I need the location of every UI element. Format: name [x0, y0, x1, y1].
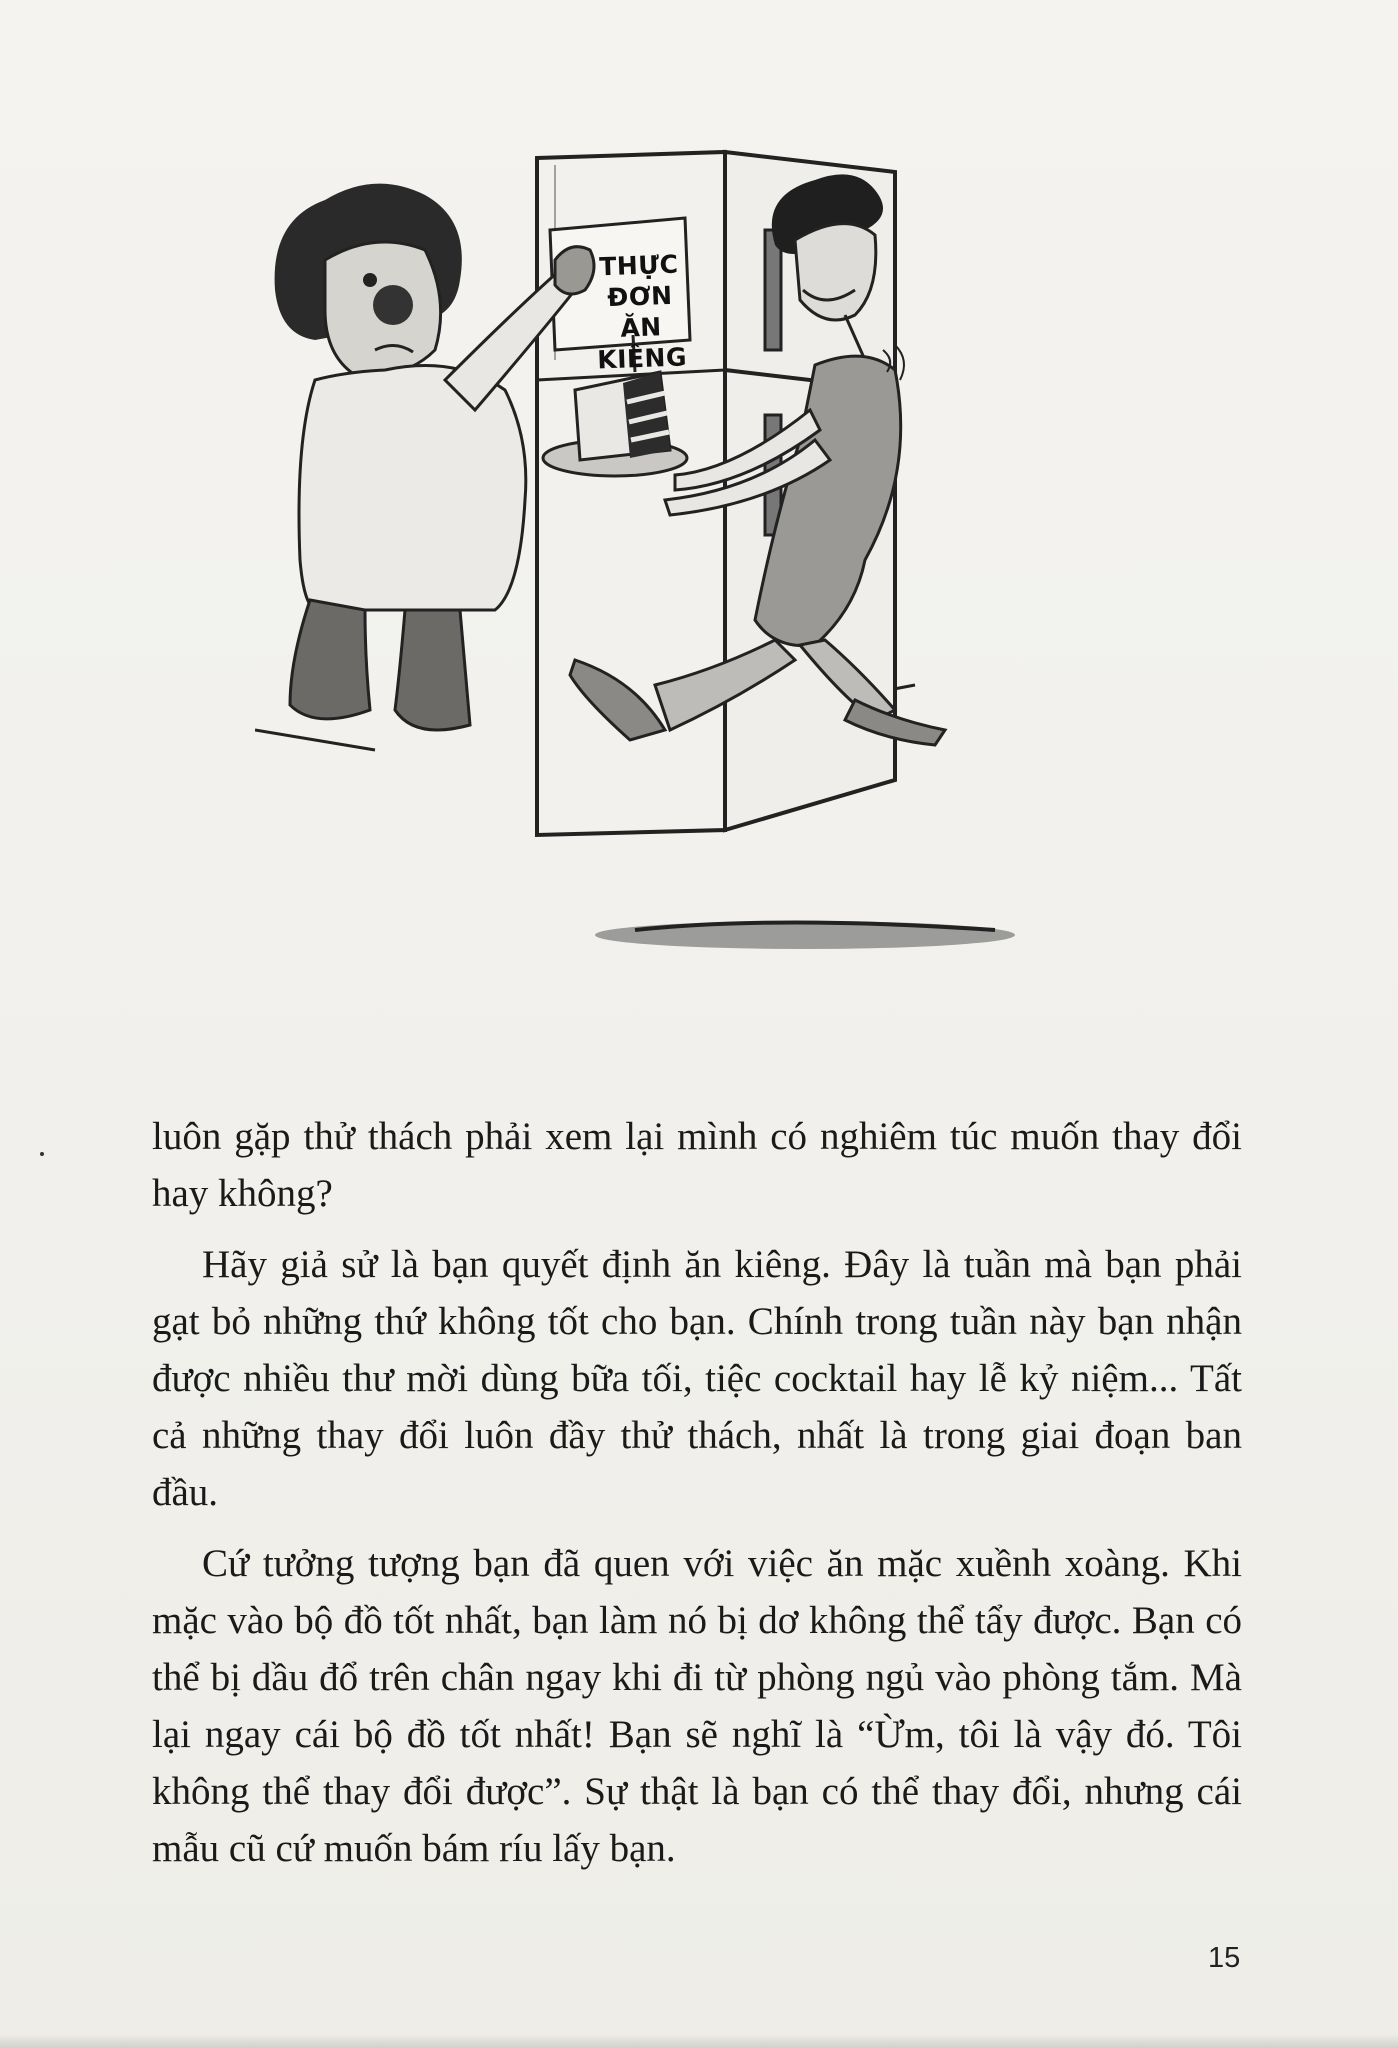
page-number: 15 [1208, 1942, 1241, 1974]
sign-line-1: THỰC ĐƠN [598, 249, 679, 313]
sign-line-3: KIÊNG [596, 342, 688, 375]
body-text [152, 1108, 1242, 1877]
paragraph-continuation: luôn gặp thử thách phải xem lại mình có nghiêm túc muốn thay đổi hay không? [152, 1115, 1242, 1215]
diet-menu-sign [566, 248, 715, 377]
stray-ink-dot [40, 1152, 44, 1156]
page-bottom-edge [0, 2034, 1398, 2048]
paragraph: Cứ tưởng tượng bạn đã quen với việc ăn mặc xuềnh xoàng. Khi mặc vào bộ đồ tốt nhất, bạn làm nó bị dơ không thể tẩy được. Bạn có thể bị dầu đổ trên chân ngay khi đi từ phòng ngủ vào phòng tắm. Mà lại ngay cái bộ đồ tốt nhất! Bạn sẽ nghĩ là “Ừm, tôi là vậy đó. Tôi không thể thay đổi được”. Sự thật là bạn có thể thay đổi, nhưng cái mẫu cũ cứ muốn bám ríu lấy bạn. [152, 1542, 1242, 1870]
sign-line-2: ĂN [619, 312, 663, 343]
paragraph: Hãy giả sử là bạn quyết định ăn kiêng. Đây là tuần mà bạn phải gạt bỏ những thứ không tốt cho bạn. Chính trong tuần này bạn nhận được nhiều thư mời dùng bữa tối, tiệc cocktail hay lễ kỷ niệm... Tất cả những thay đổi luôn đầy thử thách, nhất là trong giai đoạn ban đầu. [152, 1243, 1242, 1514]
